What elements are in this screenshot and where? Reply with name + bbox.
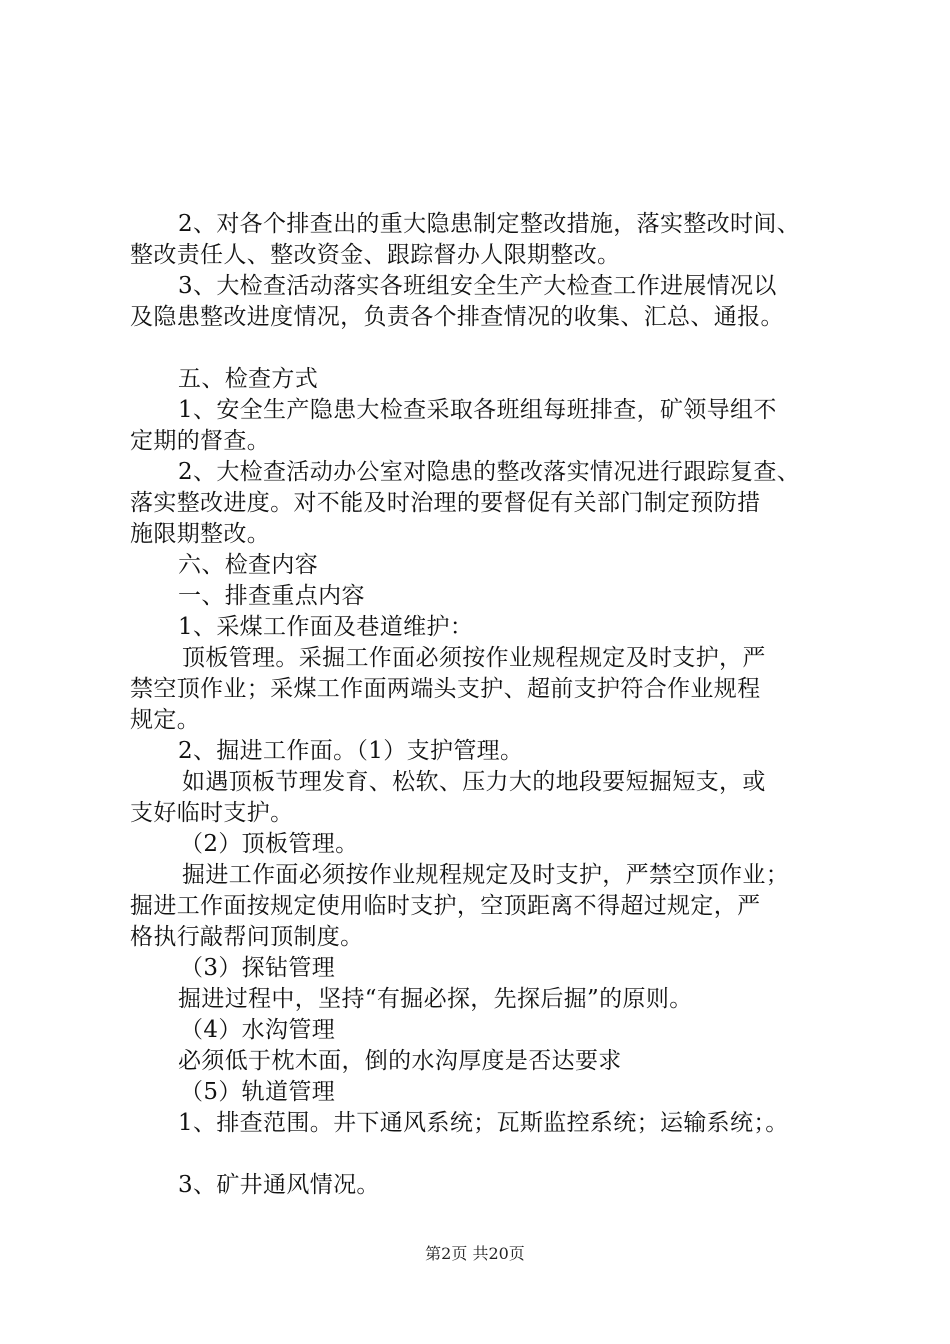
text-line-22: 掘进工作面按规定使用临时支护，空顶距离不得超过规定，严 bbox=[130, 893, 761, 919]
text-line-18: 如遇顶板节理发育、松软、压力大的地段要短掘短支，或 bbox=[182, 769, 766, 795]
text-line-10: 施限期整改。 bbox=[130, 521, 271, 547]
text-line-16: 规定。 bbox=[130, 707, 201, 733]
page-footer: 第2页 共20页 bbox=[425, 1244, 525, 1263]
text-line-4: 及隐患整改进度情况，负责各个排查情况的收集、汇总、通报。 bbox=[130, 304, 784, 330]
text-line-23: 格执行敲帮问顶制度。 bbox=[130, 924, 364, 950]
subsection-heading: 一、排查重点内容 bbox=[178, 583, 365, 609]
text-line-28: （5）轨道管理 bbox=[180, 1079, 336, 1105]
text-line-21: 掘进工作面必须按作业规程规定及时支护，严禁空顶作业； bbox=[182, 862, 790, 888]
text-line-24: （3）探钻管理 bbox=[180, 955, 336, 981]
text-line-15: 禁空顶作业；采煤工作面两端头支护、超前支护符合作业规程 bbox=[130, 676, 761, 702]
text-line-27: 必须低于枕木面，倒的水沟厚度是否达要求 bbox=[178, 1048, 622, 1074]
text-line-13: 1、采煤工作面及巷道维护： bbox=[178, 614, 474, 640]
text-line-6: 1、安全生产隐患大检查采取各班组每班排查，矿领导组不 bbox=[178, 397, 777, 423]
text-line-19: 支好临时支护。 bbox=[130, 800, 294, 826]
text-line-7: 定期的督查。 bbox=[130, 428, 271, 454]
section-heading-5: 五、检查方式 bbox=[178, 366, 319, 392]
text-line-14: 顶板管理。采掘工作面必须按作业规程规定及时支护，严 bbox=[182, 645, 766, 671]
text-line-29: 1、排查范围。井下通风系统；瓦斯监控系统；运输系统；。 bbox=[178, 1110, 789, 1136]
section-heading-6: 六、检查内容 bbox=[178, 552, 319, 578]
text-line-2: 整改责任人、整改资金、跟踪督办人限期整改。 bbox=[130, 242, 621, 268]
text-line-26: （4）水沟管理 bbox=[180, 1017, 336, 1043]
text-line-1: 2、对各个排查出的重大隐患制定整改措施，落实整改时间、 bbox=[178, 211, 801, 237]
text-line-17: 2、掘进工作面。（1）支护管理。 bbox=[178, 738, 524, 764]
text-line-3: 3、大检查活动落实各班组安全生产大检查工作进展情况以 bbox=[178, 273, 777, 299]
text-line-25: 掘进过程中，坚持“有掘必探，先探后掘”的原则。 bbox=[178, 986, 693, 1012]
text-line-9: 落实整改进度。对不能及时治理的要督促有关部门制定预防措 bbox=[130, 490, 761, 516]
text-line-30: 3、矿井通风情况。 bbox=[178, 1172, 380, 1198]
text-line-8: 2、大检查活动办公室对隐患的整改落实情况进行跟踪复查、 bbox=[178, 459, 801, 485]
text-line-20: （2）顶板管理。 bbox=[180, 831, 359, 857]
